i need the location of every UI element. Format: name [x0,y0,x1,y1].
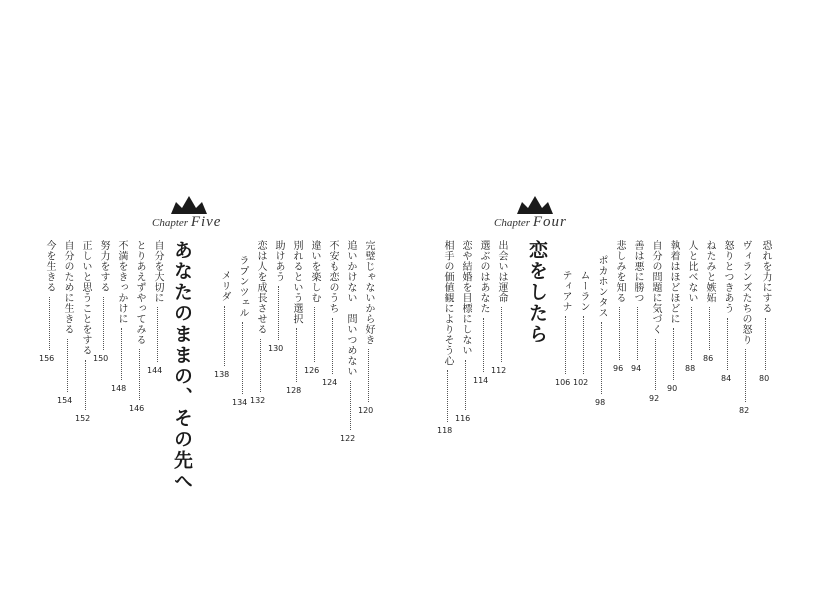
toc-entry-title: ねたみと嫉妬 [704,240,715,303]
toc-entry-page: 118 [437,426,453,435]
leader-dots [368,349,369,402]
toc-entry-title: 人と比べない [686,240,697,303]
toc-entry-page: 80 [759,374,770,383]
leader-dots [691,307,692,360]
toc-entry-page: 150 [93,354,109,363]
toc-entry-page: 134 [232,398,248,407]
toc-entry-title: 完璧じゃないから好き [363,240,374,345]
toc-entry[interactable] [573,270,592,387]
toc-entry-page: 102 [573,378,589,387]
toc-entry[interactable] [630,240,646,373]
toc-entry-page: 92 [649,394,660,403]
toc-entry-title: 正しいと思うことをする [80,240,91,356]
toc-entry-title: ヴィランズたちの怒り [740,240,751,345]
toc-entry[interactable] [358,240,377,415]
toc-entry[interactable] [612,240,628,373]
leader-dots [637,307,638,360]
toc-entry[interactable] [286,240,305,395]
toc-entry[interactable] [232,255,251,407]
toc-entry[interactable] [437,240,456,435]
toc-entry-title: 執着はほどほどに [668,240,679,324]
toc-entry-title: 自分のために生きる [62,240,73,335]
leader-dots [583,316,584,374]
leader-dots [350,381,351,431]
toc-entry[interactable] [214,270,233,379]
toc-entry[interactable] [684,240,700,373]
toc-entry-page: 84 [721,374,732,383]
toc-entry[interactable] [455,240,474,423]
toc-entry[interactable] [129,240,148,413]
toc-entry-title: ムーラン [578,270,589,312]
toc-entry-page: 124 [322,378,338,387]
toc-entry-page: 144 [147,366,163,375]
toc-entry-title: 別れるという選択 [291,240,302,324]
toc-entry[interactable] [268,240,287,353]
toc-entry-page: 156 [39,354,55,363]
leader-dots [121,328,122,380]
toc-entry[interactable] [702,240,718,363]
toc-entry-title: 怒りとつきあう [722,240,733,314]
leader-dots [655,339,656,391]
toc-entry-page: 86 [703,354,714,363]
toc-entry-page: 106 [555,378,571,387]
leader-dots [49,297,50,351]
toc-entry-title: メリダ [219,270,230,302]
toc-entry-page: 132 [250,396,266,405]
leader-dots [501,307,502,362]
toc-entry-page: 116 [455,414,471,423]
toc-entry-page: 114 [473,376,489,385]
toc-entry-page: 126 [304,366,320,375]
chapter-name: Four [532,214,567,230]
leader-dots [278,286,279,340]
toc-entry-title: 恋は人を成長させる [255,240,266,335]
chapter-label-five [152,214,221,231]
leader-dots [157,307,158,362]
chapter-title-five: あなたのままの、その先へ [171,240,193,492]
toc-entry-title: 努力をする [98,240,109,293]
toc-entry[interactable] [111,240,130,393]
chapter-word: Chapter [494,217,531,229]
leader-dots [765,318,766,371]
toc-entry-title: 助けあう [273,240,284,282]
toc-entry-title: 不安も恋のうち [327,240,338,314]
leader-dots [565,316,566,374]
toc-entry-title: ティアナ [560,270,571,312]
leader-dots [314,307,315,362]
leader-dots [224,306,225,367]
toc-entry[interactable] [57,240,76,405]
chapter-name: Five [190,214,222,230]
toc-entry-title: 今を生きる [44,240,55,293]
toc-entry[interactable] [304,240,323,375]
toc-entry-page: 148 [111,384,127,393]
chapter-title-four: 恋をしたら [526,240,548,345]
toc-entry-page: 82 [739,406,750,415]
toc-entry-title: 不満をきっかけに [116,240,127,324]
leader-dots [67,339,68,393]
leader-dots [296,328,297,382]
toc-entry[interactable] [93,240,112,363]
chapter-word: Chapter [152,217,189,229]
toc-entry[interactable] [758,240,774,383]
leader-dots [727,318,728,371]
toc-entry-title: 選ぶのはあなた [478,240,489,314]
toc-entry-page: 130 [268,344,284,353]
toc-entry-page: 96 [613,364,624,373]
leader-dots [85,360,86,411]
toc-entry-page: 122 [340,434,356,443]
toc-entry-title: 相手の価値観によりそう心 [442,240,453,366]
toc-entry-title: 自分の問題に気づく [650,240,661,335]
leader-dots [103,297,104,351]
leader-dots [465,360,466,411]
toc-entry-page: 98 [595,398,606,407]
toc-entry-page: 88 [685,364,696,373]
toc-entry[interactable] [39,240,58,363]
toc-entry[interactable] [491,240,510,375]
leader-dots [139,349,140,400]
toc-entry-page: 146 [129,404,145,413]
toc-entry[interactable] [738,240,754,415]
leader-dots [242,322,243,394]
chapter-label-four [494,214,567,231]
toc-entry[interactable] [666,240,682,393]
toc-entry[interactable] [648,240,664,403]
toc-entry-title: とりあえずやってみる [134,240,145,345]
toc-entry-page: 90 [667,384,678,393]
toc-entry-title: ラプンツェル [237,255,248,318]
toc-entry-title: 善は悪に勝つ [632,240,643,303]
toc-entry-page: 154 [57,396,73,405]
toc-entry[interactable] [720,240,736,383]
toc-entry-page: 128 [286,386,302,395]
leader-dots [709,307,710,350]
leader-dots [673,328,674,380]
crown-icon [516,196,554,216]
toc-entry-title: 自分を大切に [152,240,163,303]
toc-entry-page: 120 [358,406,374,415]
crown-icon [170,196,208,216]
leader-dots [483,318,484,373]
toc-entry[interactable] [75,240,94,423]
toc-entry-title: 恐れを力にする [760,240,771,314]
leader-dots [260,339,261,393]
toc-entry-page: 152 [75,414,91,423]
leader-dots [332,318,333,375]
leader-dots [619,307,620,360]
toc-entry-title: 違いを楽しむ [309,240,320,303]
toc-entry-title: 悲しみを知る [614,240,625,303]
toc-entry-title: 恋や結婚を目標にしない [460,240,471,356]
toc-entry-page: 138 [214,370,230,379]
leader-dots [447,370,448,422]
toc-entry-page: 94 [631,364,642,373]
toc-entry[interactable] [594,255,610,407]
toc-entry-title: 追いかけない 問いつめない [345,240,356,377]
toc-entry-title: 出会いは運命 [496,240,507,303]
toc-entry[interactable] [250,240,269,405]
toc-entry[interactable] [473,240,492,385]
toc-entry-title: ポカホンタス [596,255,607,318]
leader-dots [601,322,602,394]
toc-entry[interactable] [340,240,359,443]
toc-entry-page: 112 [491,366,507,375]
toc-entry[interactable] [147,240,166,375]
leader-dots [745,349,746,402]
toc-entry[interactable] [555,270,574,387]
toc-entry[interactable] [322,240,341,387]
